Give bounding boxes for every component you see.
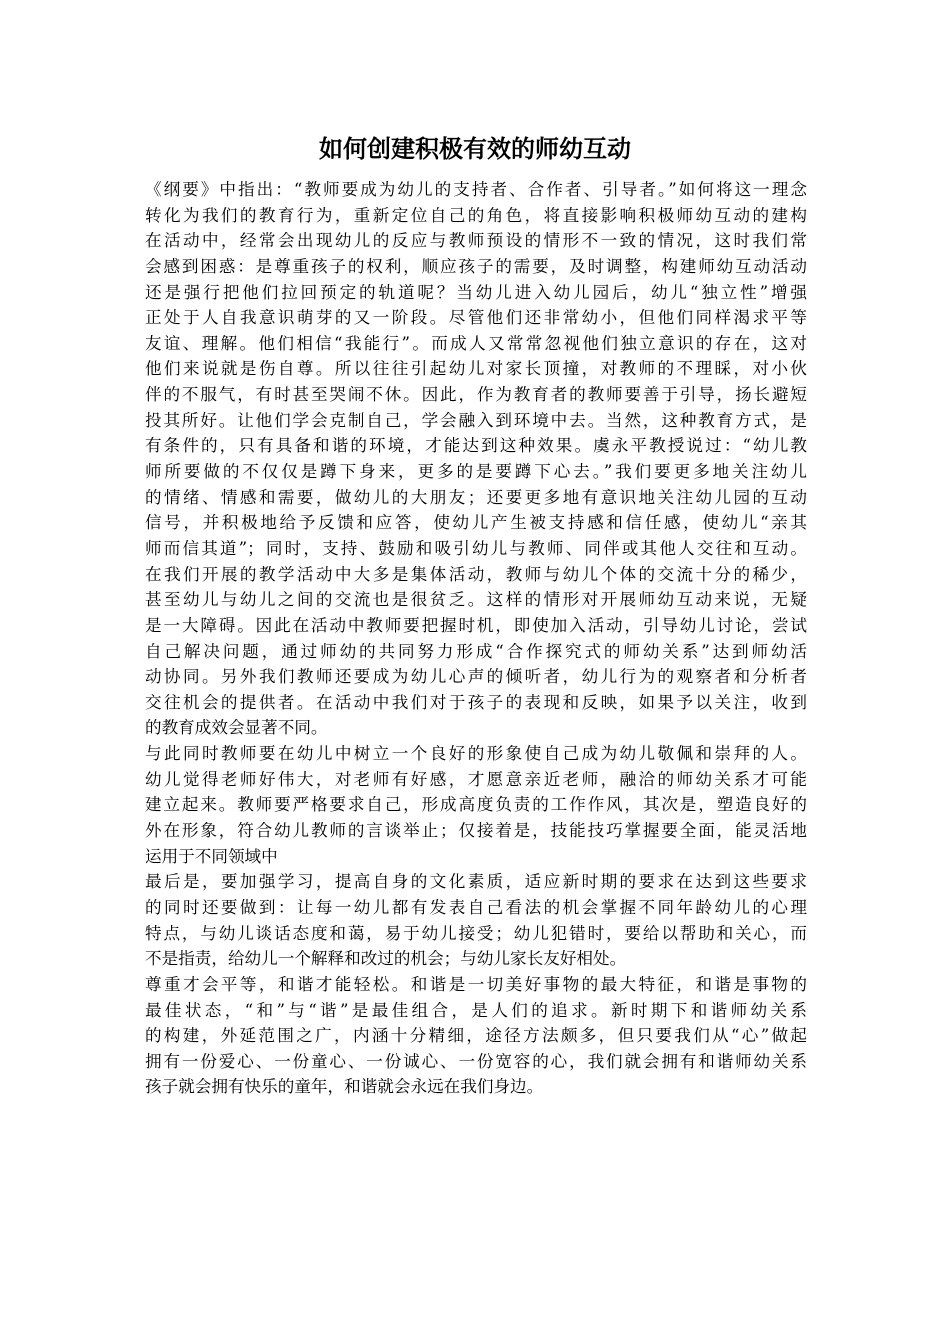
text-line: 友谊、理解。他们相信“我能行”。而成人又常常忽视他们独立意识的存在，这对 <box>145 333 807 353</box>
text-line: 拥有一份爱心、一份童心、一份诚心、一份宽容的心，我们就会拥有和谐师幼关系 <box>145 1051 807 1071</box>
text-line: 特点，与幼儿谈话态度和蔼，易于幼儿接受；幼儿犯错时，要给以帮助和关心，而 <box>145 923 807 943</box>
text-line: 的同时还要做到：让每一幼儿都有发表自己看法的机会掌握不同年龄幼儿的心理 <box>145 897 807 917</box>
text-line: 正处于人自我意识萌芽的又一阶段。尽管他们还非常幼小，但他们同样渴求平等 <box>145 308 807 328</box>
paragraph <box>145 972 807 1100</box>
text-line: 孩子就会拥有快乐的童年，和谐就会永远在我们身边。 <box>145 1077 544 1097</box>
text-line: 外在形象，符合幼儿教师的言谈举止；仅接着是，技能技巧掌握要全面，能灵活地 <box>145 821 807 841</box>
text-line: 幼儿觉得老师好伟大，对老师有好感，才愿意亲近老师，融洽的师幼关系才可能 <box>145 769 807 789</box>
text-line: 投其所好。让他们学会克制自己，学会融入到环境中去。当然，这种教育方式，是 <box>145 410 807 430</box>
text-line: 师而信其道”；同时，支持、鼓励和吸引幼儿与教师、同伴或其他人交往和互动。 <box>145 538 807 558</box>
text-line: 在我们开展的教学活动中大多是集体活动，教师与幼儿个体的交流十分的稀少， <box>145 564 807 584</box>
text-line: 他们来说就是伤自尊。所以往往引起幼儿对家长顶撞，对教师的不理睬，对小伙 <box>145 359 807 379</box>
text-line: 尊重才会平等，和谐才能轻松。和谐是一切美好事物的最大特征，和谐是事物的 <box>145 974 807 994</box>
text-line: 信号，并积极地给予反馈和应答，使幼儿产生被支持感和信任感，使幼儿“亲其 <box>145 513 807 533</box>
text-line: 的情绪、情感和需要，做幼儿的大朋友；还要更多地有意识地关注幼儿园的互动 <box>145 487 807 507</box>
text-line: 的构建，外延范围之广，内涵十分精细，途径方法颇多，但只要我们从“心”做起 <box>145 1026 807 1046</box>
text-line: 在活动中，经常会出现幼儿的反应与教师预设的情形不一致的情况，这时我们常 <box>145 231 807 251</box>
text-line: 伴的不服气，有时甚至哭闹不休。因此，作为教育者的教师要善于引导，扬长避短 <box>145 385 807 405</box>
text-line: 建立起来。教师要严格要求自己，形成高度负责的工作作风，其次是，塑造良好的 <box>145 795 807 815</box>
text-line: 《纲要》中指出：“教师要成为幼儿的支持者、合作者、引导者。”如何将这一理念 <box>145 180 807 199</box>
text-line: 有条件的，只有具备和谐的环境，才能达到这种效果。虞永平教授说过：“幼儿教 <box>145 436 807 456</box>
paragraph <box>145 177 807 741</box>
text-line: 最后是，要加强学习，提高自身的文化素质，适应新时期的要求在达到这些要求 <box>145 872 807 892</box>
document-title: 如何创建积极有效的师幼互动 <box>319 135 631 163</box>
text-line: 动协同。另外我们教师还要成为幼儿心声的倾听者，幼儿行为的观察者和分析者 <box>145 667 807 687</box>
text-line: 自己解决问题，通过师幼的共同努力形成“合作探究式的师幼关系”达到师幼活 <box>145 641 807 661</box>
text-line: 转化为我们的教育行为，重新定位自己的角色，将直接影响积极师幼互动的建构 <box>145 205 807 225</box>
paragraph <box>145 869 807 972</box>
text-line: 师所要做的不仅仅是蹲下身来，更多的是要蹲下心去。”我们要更多地关注幼儿 <box>145 462 807 482</box>
text-line: 最佳状态，“和”与“谐”是最佳组合，是人们的追求。新时期下和谐师幼关系 <box>145 1000 807 1020</box>
text-line: 甚至幼儿与幼儿之间的交流也是很贫乏。这样的情形对开展师幼互动来说，无疑 <box>145 590 807 610</box>
text-line: 是一大障碍。因此在活动中教师要把握时机，即使加入活动，引导幼儿讨论，尝试 <box>145 615 807 635</box>
text-line: 的教育成效会显著不同。 <box>145 718 328 738</box>
text-line: 运用于不同领域中 <box>145 846 278 866</box>
paragraph <box>145 741 807 869</box>
text-line: 交往机会的提供者。在活动中我们对于孩子的表现和反映，如果予以关注，收到 <box>145 692 807 712</box>
text-line: 与此同时教师要在幼儿中树立一个良好的形象使自己成为幼儿敬佩和崇拜的人。 <box>145 744 807 764</box>
text-line: 不是指责，给幼儿一个解释和改过的机会；与幼儿家长友好相处。 <box>145 949 627 969</box>
document-body <box>145 177 807 1100</box>
text-line: 会感到困惑：是尊重孩子的权利，顺应孩子的需要，及时调整，构建师幼互动活动 <box>145 256 807 276</box>
text-line: 还是强行把他们拉回预定的轨道呢？当幼儿进入幼儿园后，幼儿“独立性”增强 <box>145 282 807 302</box>
